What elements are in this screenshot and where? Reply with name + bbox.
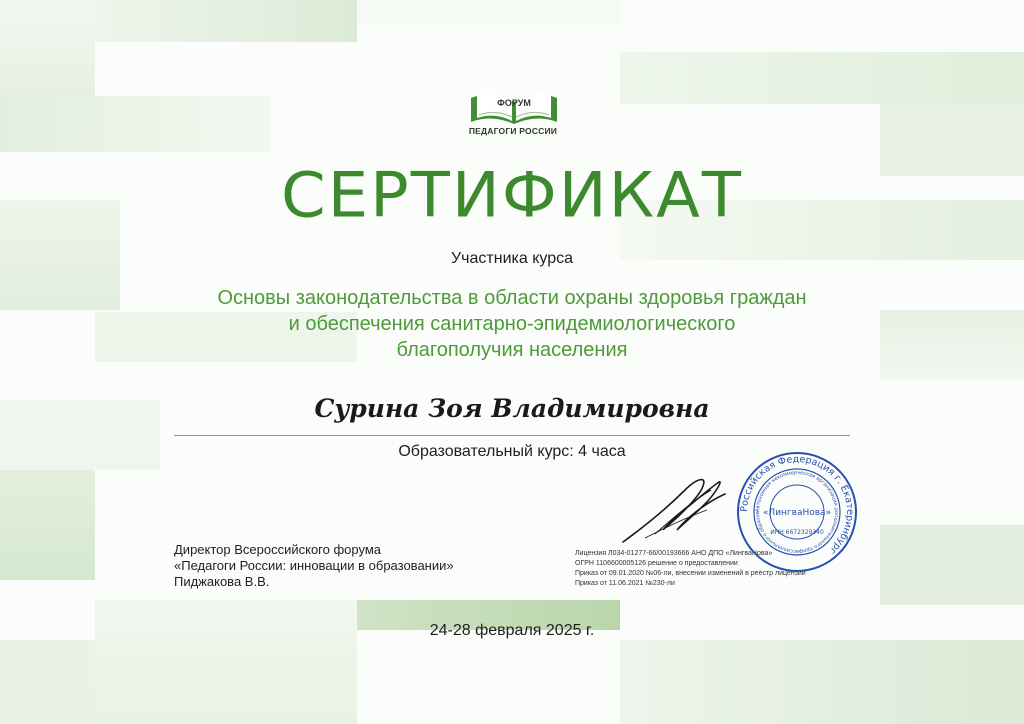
certificate-title: СЕРТИФИКАТ (281, 159, 743, 233)
stamp-ring-text: Российская Федерация г. Екатеринбург (738, 453, 856, 557)
signature-icon (615, 468, 735, 548)
course-title-line: и обеспечения санитарно-эпидемиологического (288, 313, 736, 335)
course-title (150, 285, 874, 363)
recipient-name: Сурина Зоя Владимировна (314, 394, 710, 423)
bg-tile (620, 52, 1024, 104)
bg-tile (0, 470, 95, 580)
logo-title-text: ПЕДАГОГИ РОССИИ (468, 126, 558, 136)
course-hours: Образовательный курс: 4 часа (398, 443, 626, 460)
bg-tile (357, 0, 620, 24)
stamp-seal-icon (735, 450, 859, 574)
name-underline (174, 435, 850, 436)
bg-tile (0, 96, 270, 152)
stamp-inn-text: ИНН 6672329340 (770, 529, 824, 536)
stamp-center-text: «ЛингваНова» (762, 508, 832, 518)
director-forum: «Педагоги России: инновации в образовании» (174, 558, 454, 573)
director-title: Директор Всероссийского форума (174, 542, 382, 557)
course-dates: 24-28 февраля 2025 г. (429, 622, 595, 639)
director-block (174, 542, 534, 590)
participant-label: Участника курса (451, 250, 573, 267)
bg-tile (0, 400, 160, 470)
license-line: Приказ от 09.01.2020 №06-ли, внесении изменений в реестр лицензий (575, 570, 806, 577)
logo-forum-text: ФОРУМ (497, 98, 531, 108)
bg-tile (0, 640, 95, 724)
course-title-line: благополучия населения (396, 339, 628, 361)
bg-tile (95, 0, 357, 42)
bg-tile (880, 525, 1024, 605)
bg-tile (0, 200, 120, 310)
bg-tile (0, 0, 95, 96)
license-line: Лицензия Л034-01277-66/00193666 АНО ДПО «ЛингваНова» (575, 550, 773, 557)
license-line: Приказ от 11.06.2021 №230-ли (575, 580, 675, 587)
stamp-inner-ring-text: Автономная некоммерческая организация дополнительного профессионального образов (754, 469, 840, 555)
director-name: Пиджакова В.В. (174, 574, 270, 589)
course-title-line: Основы законодательства в области охраны здоровья граждан (217, 287, 807, 309)
bg-tile (880, 104, 1024, 176)
license-line: ОГРН 1106600005126 решение о предоставлении (575, 560, 738, 567)
bg-tile (880, 310, 1024, 380)
bg-tile (620, 640, 1024, 724)
bg-tile (95, 600, 357, 724)
